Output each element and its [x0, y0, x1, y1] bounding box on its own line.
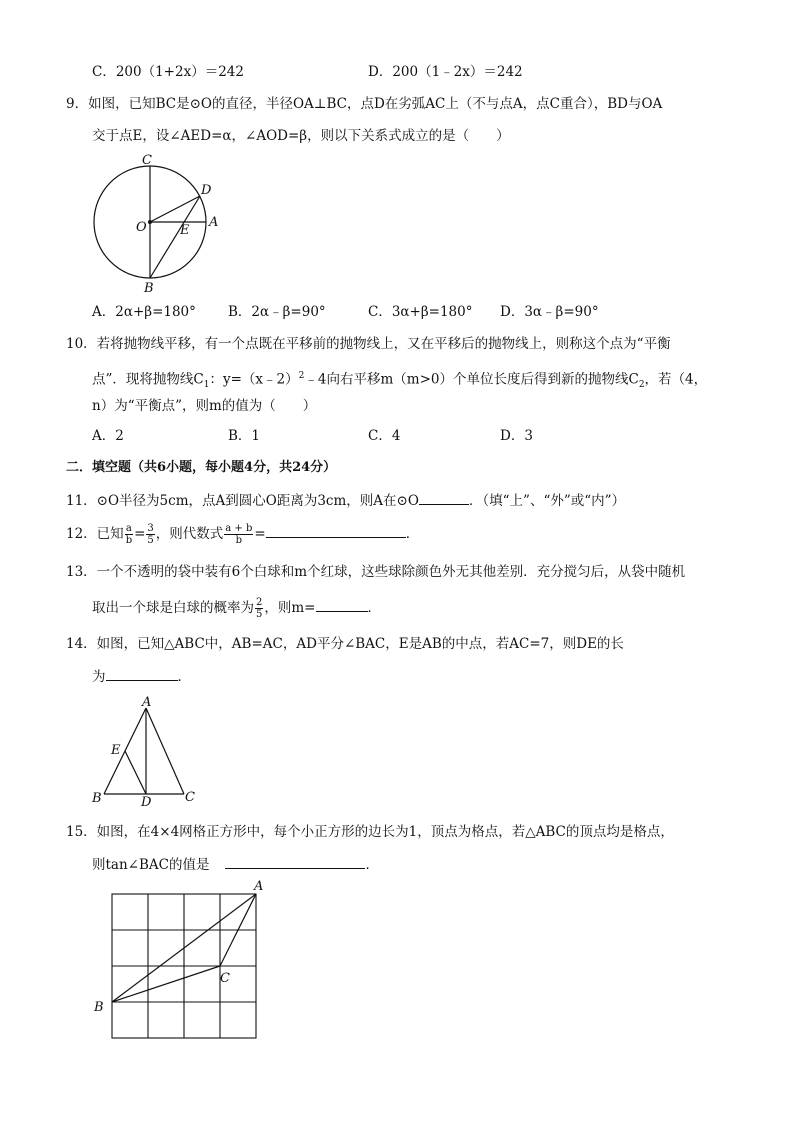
q9-stem-line2: 交于点E，设∠AED=α，∠AOD=β，则以下关系式成立的是（ ）: [92, 128, 510, 144]
q14-stem-line2: 为 ．: [92, 666, 191, 687]
q12-stem: 12．已知 $\frac{a}{b}$ = $\frac{3}{5}$ ，则代数式 $\frac{a + b}{b}$ = ．: [66, 523, 420, 546]
q9-stem-line1: 9．如图，已知BC是⊙O的直径，半径OA⊥BC，点D在劣弧AC上（不与点A，点C重合），BD与OA: [66, 96, 663, 112]
q15-stem-line2: 则tan∠BAC的值是 ．: [92, 854, 379, 875]
q12-fraction-a-b: $\frac{a}{b}$: [125, 523, 133, 546]
q13-stem-line2: 取出一个球是白球的概率为 $\frac{2}{5}$ ，则m= ．: [92, 597, 381, 620]
q10-option-a: A．2: [92, 428, 124, 444]
label-a: A: [209, 215, 219, 230]
label-c: C: [185, 790, 195, 805]
grid-4x4: [112, 894, 256, 1038]
label-e: E: [180, 223, 190, 238]
q13-fraction: $\frac{2}{5}$: [256, 597, 263, 620]
label-a: A: [142, 695, 152, 710]
q12-fraction-3-5: $\frac{3}{5}$: [147, 523, 154, 546]
q14-stem-line1: 14．如图，已知△ABC中，AB=AC，AD平分∠BAC，E是AB的中点，若AC=7，则DE的长: [66, 636, 624, 652]
section2-title: 二．填空题（共6小题，每小题4分，共24分）: [66, 460, 337, 475]
q15-answer-blank: [225, 854, 365, 869]
center-dot: [148, 220, 152, 224]
q10-option-b: B．1: [228, 428, 261, 444]
segment-bd: [150, 196, 200, 278]
q11-stem: 11．⊙O半径为5cm，点A到圆心O距离为3cm，则A在⊙O ．（填“上”、“外”或“内”）: [66, 490, 625, 511]
q14-answer-blank: [106, 666, 178, 681]
label-b: B: [144, 281, 154, 296]
side-ac: [146, 708, 184, 794]
q10-option-c: C．4: [368, 428, 401, 444]
q12-fraction-expression: $\frac{a + b}{b}$: [225, 523, 253, 546]
label-c: C: [142, 153, 152, 168]
q13-stem-line1: 13．一个不透明的袋中装有6个白球和m个红球，这些球除颜色外无其他差别．充分搅匀后，从袋中随机: [66, 564, 686, 580]
q14-triangle-figure: [88, 694, 208, 808]
q12-answer-blank: [266, 523, 406, 538]
q13-answer-blank: [316, 597, 368, 612]
q9-option-a: A．2α+β=180°: [92, 304, 196, 320]
q10-option-d: D．3: [500, 428, 533, 444]
q8-option-d: D．200（1﹣2x）＝242: [368, 64, 523, 80]
label-b: B: [92, 791, 102, 806]
q9-option-c: C．3α+β=180°: [368, 304, 473, 320]
label-d: D: [141, 795, 152, 808]
label-b: B: [94, 1000, 104, 1015]
q10-stem-line1: 10．若将抛物线平移，有一个点既在平移前的抛物线上，又在平移后的抛物线上，则称这个点为“平衡: [66, 336, 671, 352]
q10-stem-line2: 点”．现将抛物线$C_1$：y=（x﹣2）$^2$﹣4向右平移m（m>0）个单位长度后得到新的抛物线$C_2$，若（4，: [92, 371, 708, 391]
q11-answer-blank: [419, 490, 469, 505]
q15-grid-figure: [90, 876, 280, 1048]
q15-stem-line1: 15．如图，在4×4网格正方形中，每个小正方形的边长为1，顶点为格点，若△ABC的顶点均是格点，: [66, 824, 674, 840]
q8-option-c: C．200（1+2x）＝242: [92, 64, 244, 80]
q9-circle-figure: [86, 148, 236, 296]
q9-option-b: B．2α﹣β=90°: [228, 304, 326, 320]
label-o: O: [136, 220, 147, 235]
q9-option-d: D．3α﹣β=90°: [500, 304, 599, 320]
label-c: C: [220, 971, 230, 986]
segment-de: [125, 751, 146, 794]
label-a: A: [254, 879, 264, 894]
label-e: E: [111, 743, 121, 758]
q10-stem-line3: n）为“平衡点”，则m的值为（ ）: [92, 398, 317, 414]
label-d: D: [201, 183, 212, 198]
